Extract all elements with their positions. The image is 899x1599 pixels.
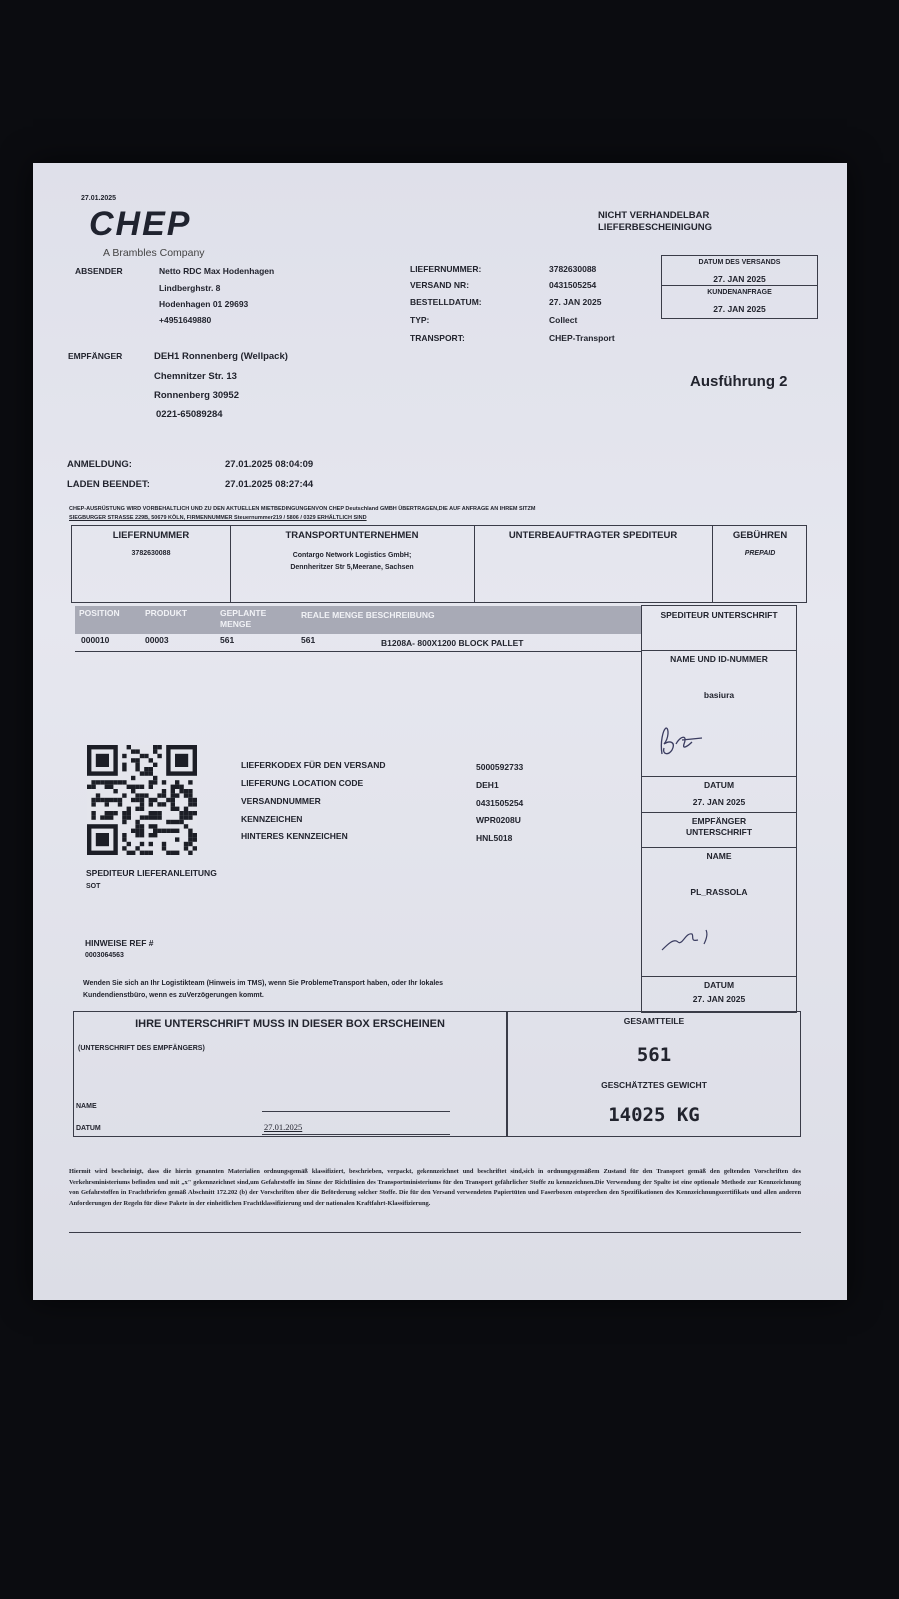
code-v2: DEH1 bbox=[476, 780, 499, 790]
item-real: 561 bbox=[301, 635, 316, 645]
carrier-h-fee: GEBÜHREN bbox=[732, 530, 788, 541]
datum1-label: DATUM bbox=[703, 780, 735, 790]
items-h-planned2: MENGE bbox=[220, 619, 252, 629]
carrier-name: basiura bbox=[703, 690, 735, 700]
date-box-label2: KUNDENANFRAGE bbox=[707, 289, 772, 296]
sign-box-name-label: NAME bbox=[76, 1103, 97, 1110]
lief-label: LIEFERNUMMER: bbox=[410, 264, 482, 274]
datum2-value: 27. JAN 2025 bbox=[692, 994, 746, 1004]
code-k4: KENNZEICHEN bbox=[241, 814, 303, 824]
anmeldung-label: ANMELDUNG: bbox=[67, 459, 132, 470]
item-prod: 00003 bbox=[145, 635, 169, 645]
recipient-signature bbox=[658, 924, 724, 954]
carrier-sig-label: SPEDITEUR UNTERSCHRIFT bbox=[660, 610, 778, 620]
code-v5: HNL5018 bbox=[476, 833, 513, 843]
items-h-planned1: GEPLANTE bbox=[220, 608, 267, 618]
date-box-value1: 27. JAN 2025 bbox=[713, 274, 766, 284]
recv-sig-label2: UNTERSCHRIFT bbox=[685, 827, 753, 837]
qr-code bbox=[87, 745, 197, 855]
sender-city: Hodenhagen 01 29693 bbox=[159, 299, 249, 309]
carrier-signature bbox=[654, 724, 714, 760]
items-h-pos: POSITION bbox=[79, 608, 120, 618]
terms-line1: CHEP-AUSRÜSTUNG WIRD VORBEHALTLICH UND ZU DEN AKTUELLEN MIETBEDINGUNGENVON CHEP Deutschland GMBH ÜBERTRAGEN,DIE AUF ANFRAGE AN IHREM SITZM bbox=[69, 506, 536, 512]
carrier-v-trans1: Contargo Network Logistics GmbH; bbox=[292, 552, 412, 559]
code-k1: LIEFERKODEX FÜR DEN VERSAND bbox=[241, 760, 386, 770]
terms-line2: SIEGBURGER STRASSE 229B, 50679 KÖLN, FIRMENNUMMER Steuernummer219 / 5806 / 0329 ERHÄLTLICH SIND bbox=[69, 515, 367, 521]
instructions-value: SOT bbox=[86, 883, 101, 890]
weight-value: 14025 KG bbox=[608, 1104, 700, 1126]
hinweise-value: 0003064563 bbox=[85, 952, 124, 959]
date-box bbox=[661, 255, 818, 319]
recipient-label: EMPFÄNGER bbox=[68, 351, 123, 361]
code-v3: 0431505254 bbox=[476, 798, 524, 808]
code-v4: WPR0208U bbox=[476, 815, 521, 825]
code-k5: HINTERES KENNZEICHEN bbox=[241, 831, 348, 841]
versand-value: 0431505254 bbox=[549, 280, 597, 290]
sender-phone: +4951649880 bbox=[159, 315, 212, 325]
carrier-h-lief: LIEFERNUMMER bbox=[112, 530, 190, 541]
typ-label: TYP: bbox=[410, 315, 430, 325]
contact-note1: Wenden Sie sich an Ihr Logistikteam (Hinweis im TMS), wenn Sie ProblemeTransport haben, oder Ihr lokales bbox=[83, 980, 444, 987]
parts-value: 561 bbox=[636, 1044, 672, 1066]
carrier-h-trans: TRANSPORTUNTERNEHMEN bbox=[285, 530, 419, 541]
carrier-v-lief: 3782630088 bbox=[131, 550, 171, 557]
sign-box-title: IHRE UNTERSCHRIFT MUSS IN DIESER BOX ERSCHEINEN bbox=[135, 1018, 445, 1030]
recipient-city: Ronnenberg 30952 bbox=[154, 390, 239, 401]
code-k3: VERSANDNUMMER bbox=[241, 796, 321, 806]
recipient-phone: 0221-65089284 bbox=[156, 409, 223, 420]
parts-label: GESAMTTEILE bbox=[623, 1016, 685, 1026]
doc-title-line2: LIEFERBESCHEINIGUNG bbox=[598, 222, 713, 233]
chep-logo: CHEP bbox=[89, 205, 192, 243]
code-k2: LIEFERUNG LOCATION CODE bbox=[241, 778, 364, 788]
transport-value: CHEP-Transport bbox=[549, 333, 615, 343]
instructions-label: SPEDITEUR LIEFERANLEITUNG bbox=[86, 868, 217, 878]
carrier-h-sub: UNTERBEAUFTRAGTER SPEDITEUR bbox=[508, 530, 678, 541]
date-box-label1: DATUM DES VERSANDS bbox=[698, 259, 781, 266]
sender-name: Netto RDC Max Hodenhagen bbox=[159, 266, 275, 276]
contact-note2: Kundendienstbüro, wenn es zuVerzögerungen kommt. bbox=[83, 992, 264, 999]
weight-label: GESCHÄTZTES GEWICHT bbox=[601, 1080, 707, 1090]
name-id-label: NAME UND ID-NUMMER bbox=[670, 654, 768, 664]
datum1-value: 27. JAN 2025 bbox=[692, 797, 746, 807]
lief-value: 3782630088 bbox=[549, 264, 597, 274]
bestell-label: BESTELLDATUM: bbox=[410, 297, 482, 307]
signature-panel bbox=[641, 605, 797, 1013]
recv-name: PL_RASSOLA bbox=[690, 887, 748, 897]
sender-label: ABSENDER bbox=[75, 266, 123, 276]
transport-label: TRANSPORT: bbox=[410, 333, 465, 343]
sender-street: Lindberghstr. 8 bbox=[159, 283, 221, 293]
hinweise-label: HINWEISE REF # bbox=[85, 938, 154, 948]
copy-label: Ausführung 2 bbox=[690, 373, 788, 390]
top-date: 27.01.2025 bbox=[81, 195, 117, 202]
recv-sig-label1: EMPFÄNGER bbox=[691, 816, 747, 826]
sign-box-sub: (UNTERSCHRIFT DES EMPFÄNGERS) bbox=[78, 1045, 205, 1052]
datum2-label: DATUM bbox=[703, 980, 735, 990]
delivery-note-paper bbox=[33, 163, 847, 1300]
sign-box bbox=[73, 1011, 507, 1137]
brand-tagline: A Brambles Company bbox=[103, 247, 205, 259]
versand-label: VERSAND NR: bbox=[410, 280, 470, 290]
item-planned: 561 bbox=[220, 635, 235, 645]
item-desc: B1208A- 800X1200 BLOCK PALLET bbox=[381, 638, 524, 648]
name-label: NAME bbox=[706, 851, 732, 861]
items-h-real: REALE MENGE BESCHREIBUNG bbox=[301, 610, 435, 620]
carrier-v-trans2: Dennheritzer Str 5,Meerane, Sachsen bbox=[290, 564, 414, 571]
carrier-table bbox=[71, 525, 807, 603]
item-pos: 000010 bbox=[81, 635, 110, 645]
sign-box-datum-value: 27.01.2025 bbox=[264, 1122, 303, 1132]
sign-box-datum-label: DATUM bbox=[76, 1125, 101, 1132]
bestell-value: 27. JAN 2025 bbox=[549, 297, 602, 307]
recipient-name: DEH1 Ronnenberg (Wellpack) bbox=[154, 351, 288, 362]
recipient-street: Chemnitzer Str. 13 bbox=[154, 371, 237, 382]
doc-title-line1: NICHT VERHANDELBAR bbox=[598, 210, 710, 221]
totals-box bbox=[507, 1011, 801, 1137]
laden-value: 27.01.2025 08:27:44 bbox=[225, 479, 314, 490]
items-h-prod: PRODUKT bbox=[145, 608, 188, 618]
disclaimer: Hiermit wird bescheinigt, dass die hierin genannten Materialien ordnungsgemäß klassifiziert, beschrieben, verpackt, gekennzeichnet und beschriftet sind,sich in ordnungsgemäßem Zustand für den Transport gemäß den geltenden Vorschriften des Verkehrsministeriums befinden und mit „x" gekennzeichnet sind,um Gefahrstoffe im Sinne der Richtlinien des Transportministeriums für den Transport gefährlicher Stoffe zu kennzeichnen.Die Verwendung der Spalte ist eine optionale Methode zur Kennzeichnung von Gefahrstoffen in Frachtbriefen gemäß Abschnitt 172.202 (b) der Vorschriften über die Beförderung solcher Stoffe. Die für den Versand verwendeten Papiertüten und Faserboxen entsprechen den Spezifikationen des Kennzeichnungszertifikats und allen anderen Anforderungen der Regeln für diese Pakete in der einheitlichen Frachtklassifizierung und der nationalen Kraftfahrt-Klassifizierung. bbox=[69, 1168, 801, 1207]
code-v1: 5000592733 bbox=[476, 762, 524, 772]
typ-value: Collect bbox=[549, 315, 578, 325]
date-box-value2: 27. JAN 2025 bbox=[713, 304, 766, 314]
laden-label: LADEN BEENDET: bbox=[67, 479, 150, 490]
carrier-v-fee: PREPAID bbox=[744, 550, 776, 557]
anmeldung-value: 27.01.2025 08:04:09 bbox=[225, 459, 314, 470]
